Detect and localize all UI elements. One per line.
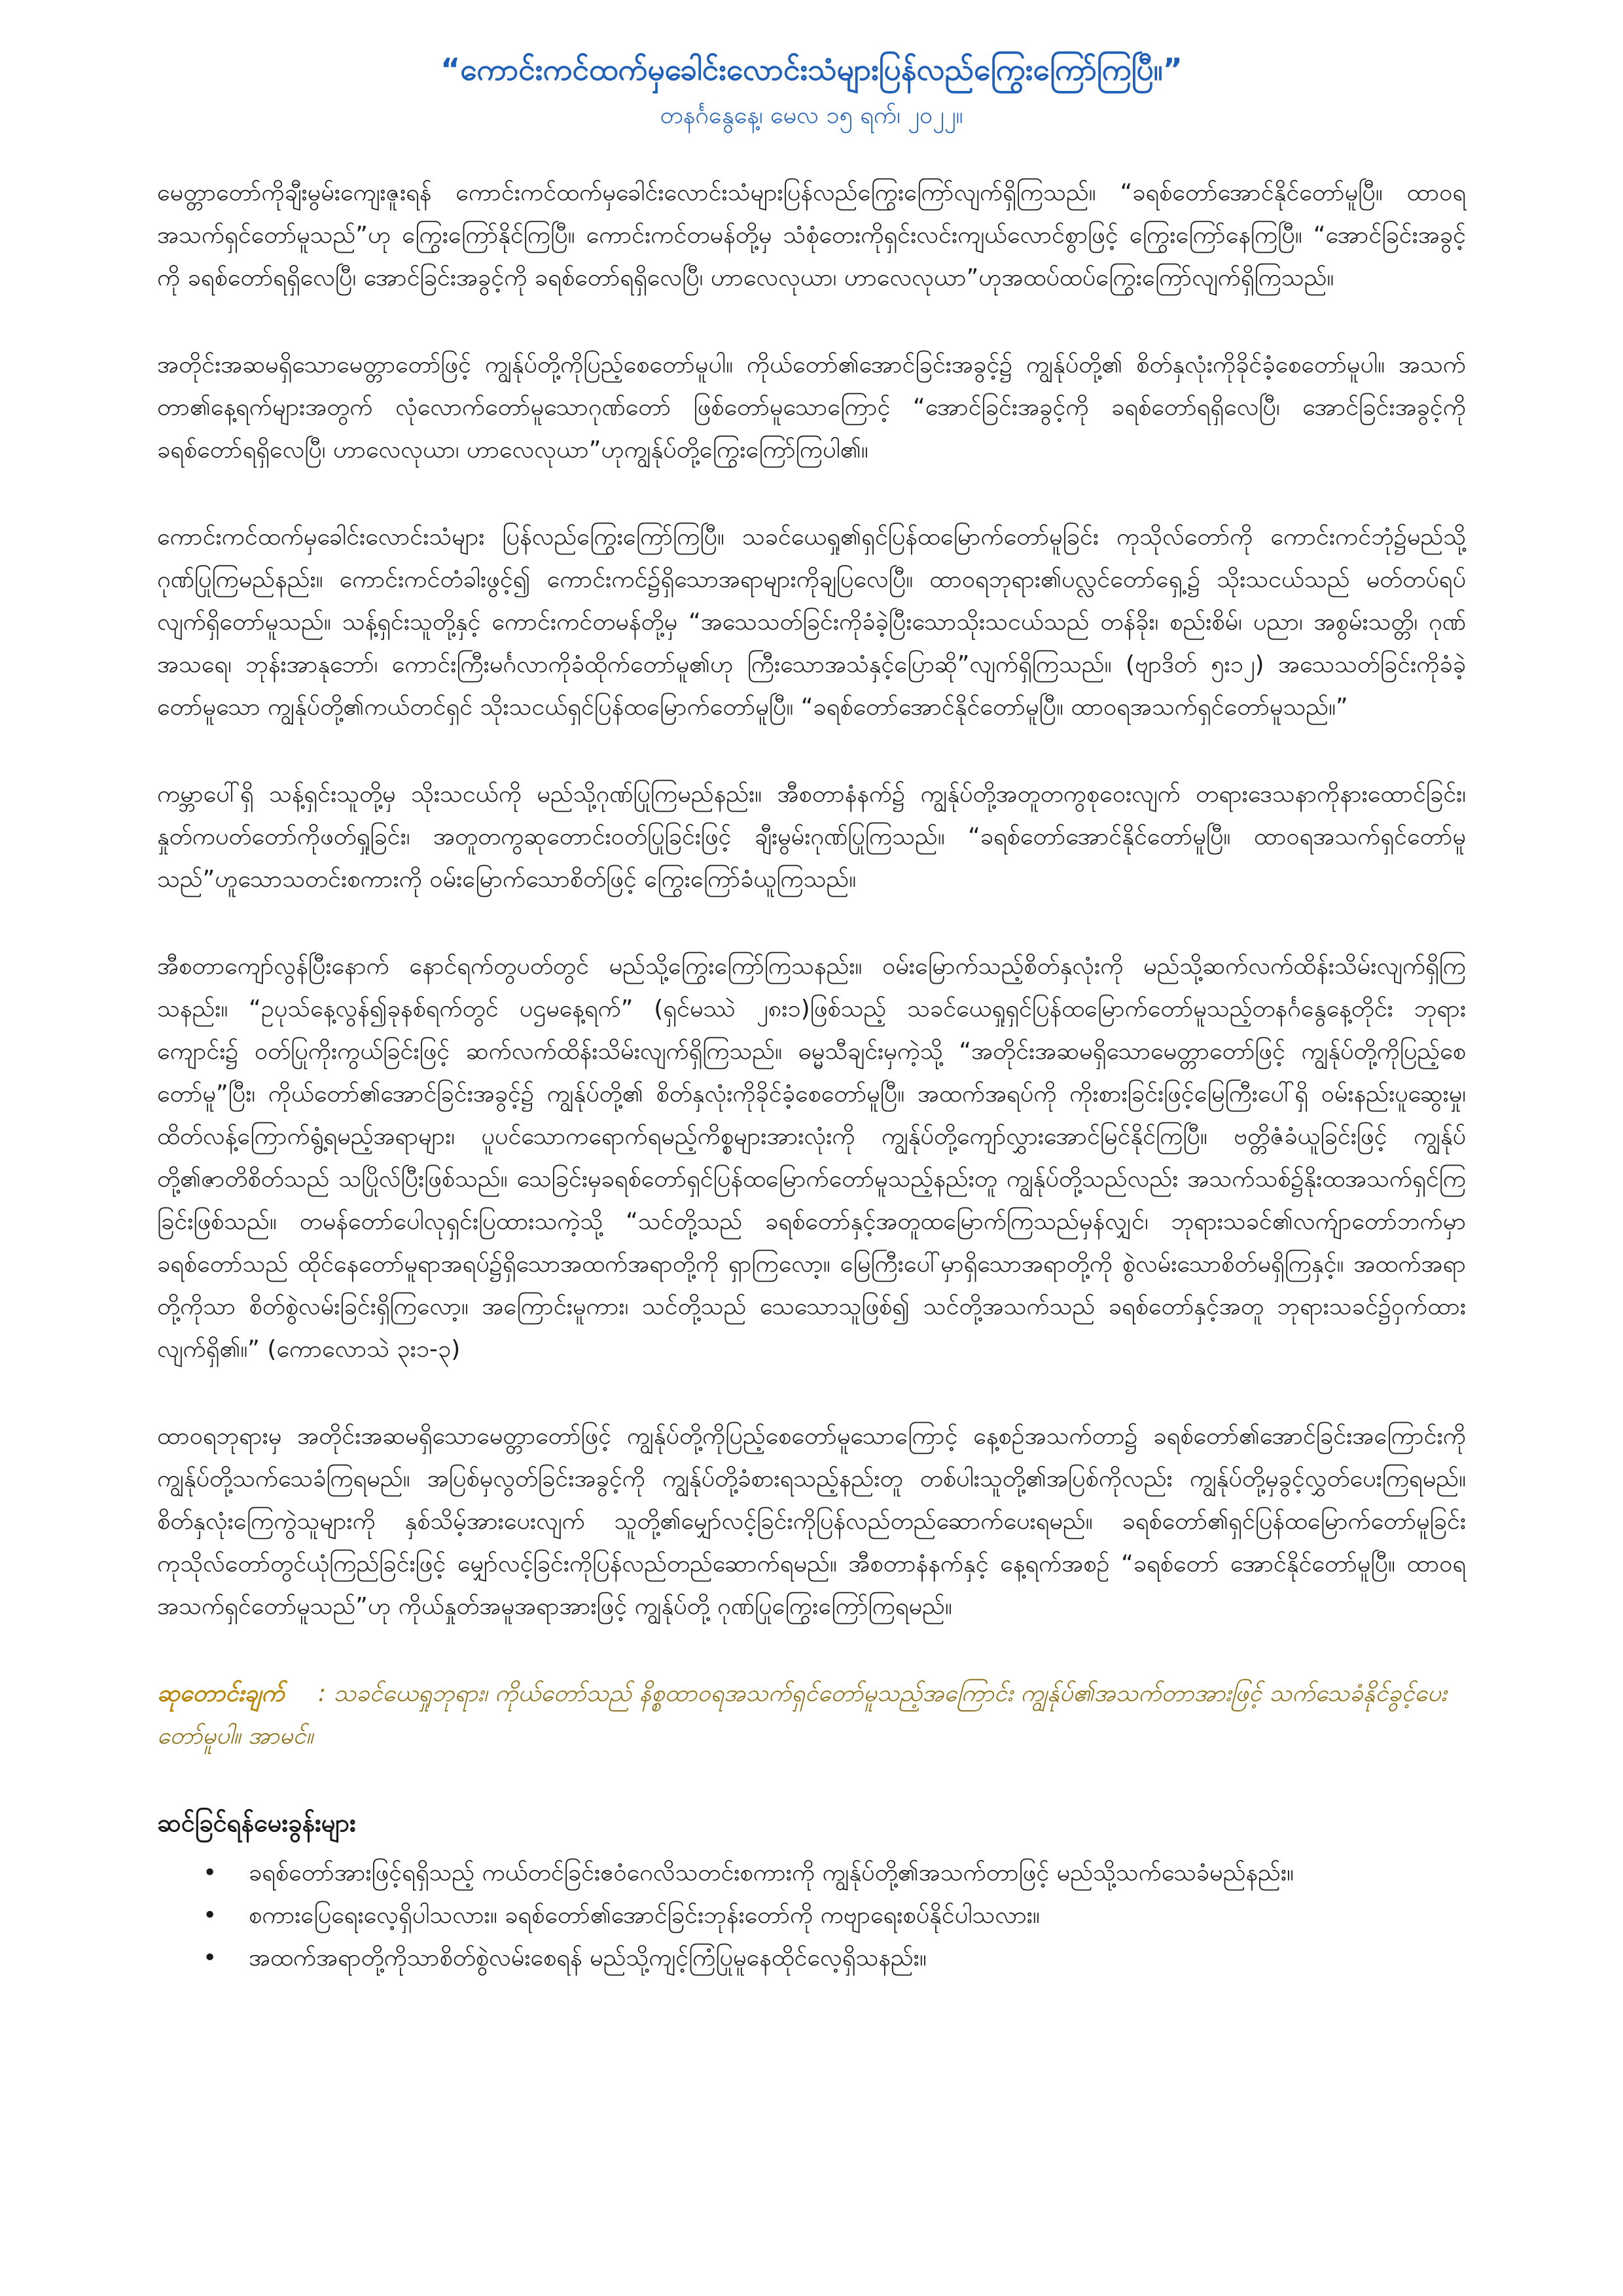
paragraph-4: ကမ္ဘာပေါ်ရှိ သန့်ရှင်းသူတို့မှ သိုးသငယ်ကို မည်သို့ဂုဏ်ပြုကြမည်နည်း။ အီစတာနံနက်၌ ကျွန်ုပ်တို့အတူတကွစုဝေးလျက် တရားဒေသနာကိုနားထောင်ခြင်း၊ နှုတ်ကပတ်တော်ကိုဖတ်ရှုခြင်း၊ အတူတကွဆုတောင်းဝတ်ပြုခြင်းဖြင့် ချီးမွမ်းဂုဏ်ပြုကြသည်။ “ခရစ်တော်အောင်နိုင်တော်မူပြီ။ ထာဝရအသက်ရှင်တော်မူသည်”ဟူသောသတင်းစကားကို ဝမ်းမြောက်သောစိတ်ဖြင့် ကြွေးကြော်ခံယူကြသည်။: [157, 781, 1466, 893]
paragraph-3: ကောင်းကင်ထက်မှခေါင်းလောင်းသံများ ပြန်လည်ကြွေးကြော်ကြပြီ။ သခင်ယေရှု၏ရှင်ပြန်ထမြောက်တော်မူခြင်း ကုသိုလ်တော်ကို ကောင်းကင်ဘုံ၌မည်သို့ ဂုဏ်ပြုကြမည်နည်း။ ကောင်းကင်တံခါးဖွင့်၍ ကောင်းကင်၌ရှိသောအရာများကိုချပြလေပြီ။ ထာဝရဘုရား၏ပလ္လင်တော်ရှေ့၌ သိုးသငယ်သည် မတ်တပ်ရပ်လျက်ရှိတော်မူသည်။ သန့်ရှင်းသူတို့နှင့် ကောင်းကင်တမန်တို့မှ “အသေသတ်ခြင်းကိုခံခဲ့ပြီးသောသိုးသငယ်သည် တန်ခိုး၊ စည်းစိမ်၊ ပညာ၊ အစွမ်းသတ္တိ၊ ဂုဏ်အသရေ၊ ဘုန်းအာနုဘော်၊ ကောင်းကြီးမင်္ဂလာကိုခံထိုက်တော်မူ၏ဟု ကြီးသောအသံနှင့်ပြောဆို”လျက်ရှိကြသည်။ (ဗျာဒိတ် ၅း၁၂) အသေသတ်ခြင်းကိုခံခဲ့တော်မူသော ကျွန်ုပ်တို့၏ကယ်တင်ရှင် သိုးသငယ်ရှင်ပြန်ထမြောက်တော်မူပြီ။ “ခရစ်တော်အောင်နိုင်တော်မူပြီ။ ထာဝရအသက်ရှင်တော်မူသည်။”: [157, 524, 1466, 721]
question-text: ခရစ်တော်အားဖြင့်ရရှိသည့် ကယ်တင်ခြင်းဧဝံဂေလိသတင်းစကားကို ကျွန်ုပ်တို့၏အသက်တာဖြင့် မည်သို့သက်သေခံမည်နည်း။: [249, 1859, 1294, 1886]
question-text: စကားပြေရေးလေ့ရှိပါသလား။ ခရစ်တော်၏အောင်ခြင်းဘုန်းတော်ကို ကဗျာရေးစပ်နိုင်ပါသလား။: [249, 1902, 1040, 1929]
date-line: တနင်္ဂနွေနေ့၊ မေလ ၁၅ ရက်၊ ၂၀၂၂။: [660, 102, 963, 129]
paragraph-6: ထာဝရဘုရားမှ အတိုင်းအဆမရှိသောမေတ္တာတော်ဖြင့် ကျွန်ုပ်တို့ကိုပြည့်စေတော်မူသောကြောင့် နေ့စဉ်အသက်တာ၌ ခရစ်တော်၏အောင်ခြင်းအကြောင်းကို ကျွန်ုပ်တို့သက်သေခံကြရမည်။ အပြစ်မှလွတ်ခြင်းအခွင့်ကို ကျွန်ုပ်တို့ခံစားရသည့်နည်းတူ တစ်ပါးသူတို့၏အပြစ်ကိုလည်း ကျွန်ုပ်တို့မှခွင့်လွှတ်ပေးကြရမည်။ စိတ်နှလုံးကြေကွဲသူများကို နှစ်သိမ့်အားပေးလျက် သူတို့၏မျှော်လင့်ခြင်းကိုပြန်လည်တည်ဆောက်ပေးရမည်။ ခရစ်တော်၏ရှင်ပြန်ထမြောက်တော်မူခြင်း ကုသိုလ်တော်တွင်ယုံကြည်ခြင်းဖြင့် မျှော်လင့်ခြင်းကိုပြန်လည်တည်ဆောက်ရမည်။ အီစတာနံနက်နှင့် နေ့ရက်အစဉ် “ခရစ်တော် အောင်နိုင်တော်မူပြီ။ ထာဝရအသက်ရှင်တော်မူသည်”ဟု ကိုယ်နှုတ်အမူအရာအားဖြင့် ကျွန်ုပ်တို့ ဂုဏ်ပြုကြွေးကြော်ကြရမည်။: [157, 1423, 1466, 1620]
list-item: [203, 1937, 1466, 1979]
prayer-block: [157, 1672, 1466, 1757]
questions-list: [157, 1852, 1466, 1979]
bullet-icon: •: [203, 1902, 217, 1929]
question-text: အထက်အရာတို့ကိုသာစိတ်စွဲလမ်းစေရန် မည်သို့ကျင့်ကြံပြုမူနေထိုင်လေ့ရှိသနည်း။: [249, 1945, 927, 1971]
document-body: [157, 171, 1466, 1979]
list-item: [203, 1894, 1466, 1937]
paragraph-5: အီစတာကျော်လွန်ပြီးနောက် နောင်ရက်တွပတ်တွင် မည်သို့ကြွေးကြော်ကြသနည်း။ ဝမ်းမြောက်သည့်စိတ်နှလုံးကို မည်သို့ဆက်လက်ထိန်းသိမ်းလျက်ရှိကြသနည်း။ “ဥပုသ်နေ့လွန်၍ခုနစ်ရက်တွင် ပဌမနေ့ရက်” (ရှင်မဿဲ ၂၈း၁)ဖြစ်သည့် သခင်ယေရှုရှင်ပြန်ထမြောက်တော်မူသည့်တနင်္ဂနွေနေ့တိုင်း ဘုရားကျောင်း၌ ဝတ်ပြုကိုးကွယ်ခြင်းဖြင့် ဆက်လက်ထိန်းသိမ်းလျက်ရှိကြသည်။ ဓမ္မသီချင်းမှကဲ့သို့ “အတိုင်းအဆမရှိသောမေတ္တာတော်ဖြင့် ကျွန်ုပ်တို့ကိုပြည့်စေတော်မူ”ပြီး၊ ကိုယ်တော်၏အောင်ခြင်းအခွင့်၌ ကျွန်ုပ်တို့၏ စိတ်နှလုံးကိုခိုင်ခံ့စေတော်မူပြီ။ အထက်အရပ်ကို ကိုးစားခြင်းဖြင့်မြေကြီးပေါ်ရှိ ဝမ်းနည်းပူဆွေးမှု၊ ထိတ်လန့်ကြောက်ရွံ့ရမည့်အရာများ၊ ပူပင်သောကရောက်ရမည့်ကိစ္စများအားလုံးကို ကျွန်ုပ်တို့ကျော်လွှားအောင်မြင်နိုင်ကြပြီ။ ဗတ္တိဇံခံယူခြင်းဖြင့် ကျွန်ုပ်တို့၏ဇာတိစိတ်သည် သပြိုလ်ပြီးဖြစ်သည်။ သေခြင်းမှခရစ်တော်ရှင်ပြန်ထမြောက်တော်မူသည့်နည်းတူ ကျွန်ုပ်တို့သည်လည်း အသက်သစ်၌နိုးထအသက်ရှင်ကြခြင်းဖြစ်သည်။ တမန်တော်ပေါလုရှင်းပြထားသကဲ့သို့ “သင်တို့သည် ခရစ်တော်နှင့်အတူထမြောက်ကြသည်မှန်လျှင်၊ ဘုရားသခင်၏လက်ျာတော်ဘက်မှာခရစ်တော်သည် ထိုင်နေတော်မူရာအရပ်၌ရှိသောအထက်အရာတို့ကို ရှာကြလော့။ မြေကြီးပေါ်မှာရှိသောအရာတို့ကို စွဲလမ်းသောစိတ်မရှိကြနှင့်။ အထက်အရာတို့ကိုသာ စိတ်စွဲလမ်းခြင်းရှိကြလော့။ အကြောင်းမူကား၊ သင်တို့သည် သေသောသူဖြစ်၍ သင်တို့အသက်သည် ခရစ်တော်နှင့်အတူ ဘုရားသခင်၌ဝှက်ထားလျက်ရှိ၏။” (ကောလောသဲ ၃း၁-၃): [157, 953, 1466, 1363]
prayer-label: ဆုတောင်းချက်: [157, 1680, 285, 1707]
bullet-icon: •: [203, 1859, 217, 1886]
paragraph-1: မေတ္တာတော်ကိုချီးမွမ်းကျေးဇူးရန် ကောင်းကင်ထက်မှခေါင်းလောင်းသံများပြန်လည်ကြွေးကြော်လျက်ရှိကြသည်။ “ခရစ်တော်အောင်နိုင်တော်မူပြီ။ ထာဝရအသက်ရှင်တော်မူသည်”ဟု ကြွေးကြော်နိုင်ကြပြီ။ ကောင်းကင်တမန်တို့မှ သံစုံတေးကိုရှင်းလင်းကျယ်လောင်စွာဖြင့် ကြွေးကြော်နေကြပြီ။ “အောင်ခြင်းအခွင့်ကို ခရစ်တော်ရရှိလေပြီ၊ အောင်ခြင်းအခွင့်ကို ခရစ်တော်ရရှိလေပြီ၊ ဟာလေလုယာ၊ ဟာလေလုယာ”ဟုအထပ်ထပ်ကြွေးကြော်လျက်ရှိကြသည်။: [157, 179, 1466, 291]
list-item: [203, 1852, 1466, 1894]
prayer-text: : သခင်ယေရှုဘုရား၊ ကိုယ်တော်သည် နိစ္စထာဝရအသက်ရှင်တော်မူသည့်အကြောင်း ကျွန်ုပ်၏အသက်တာအားဖြင့် သက်သေခံနိုင်ခွင့်ပေးတော်မူပါ။ အာမင်။: [157, 1680, 1447, 1749]
bullet-icon: •: [203, 1945, 217, 1971]
page-title: “ကောင်းကင်ထက်မှခေါင်းလောင်းသံများပြန်လည်ကြွေးကြော်ကြပြီ။”: [440, 52, 1183, 87]
questions-heading: ဆင်ခြင်ရန်မေးခွန်းများ: [157, 1808, 356, 1837]
paragraph-2: အတိုင်းအဆမရှိသောမေတ္တာတော်ဖြင့် ကျွန်ုပ်တို့ကိုပြည့်စေတော်မူပါ။ ကိုယ်တော်၏အောင်ခြင်းအခွင့်၌ ကျွန်ုပ်တို့၏ စိတ်နှလုံးကိုခိုင်ခံ့စေတော်မူပါ။ အသက်တာ၏နေ့ရက်များအတွက် လုံလောက်တော်မူသောဂုဏ်တော် ဖြစ်တော်မူသောကြောင့် “အောင်ခြင်းအခွင့်ကို ခရစ်တော်ရရှိလေပြီ၊ အောင်ခြင်းအခွင့်ကို ခရစ်တော်ရရှိလေပြီ၊ ဟာလေလုယာ၊ ဟာလေလုယာ”ဟုကျွန်ုပ်တို့ကြွေးကြော်ကြပါ၏။: [157, 351, 1466, 463]
